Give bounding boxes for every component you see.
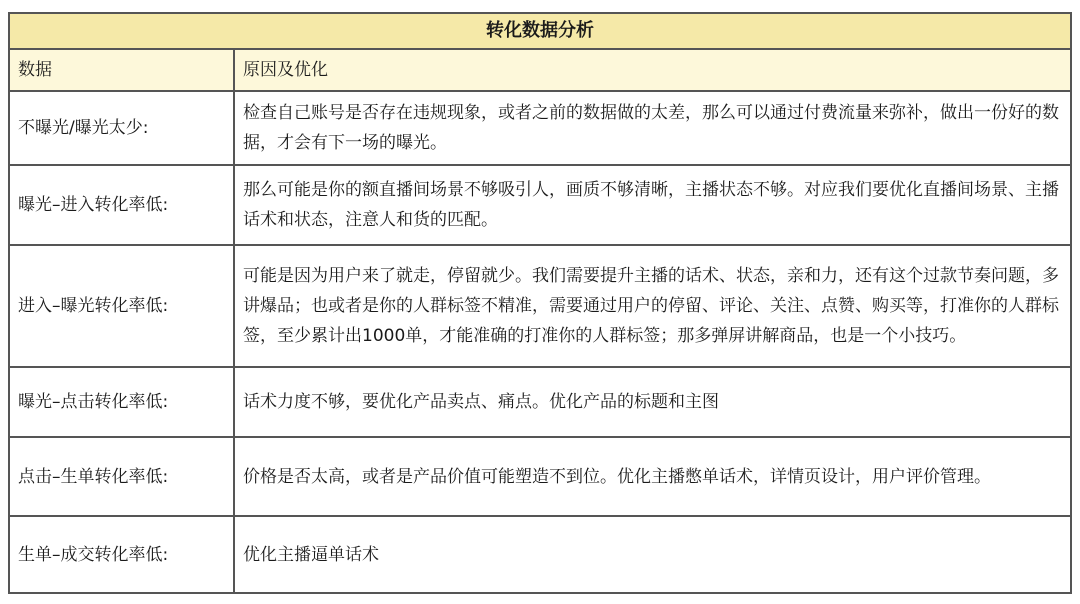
row-data-label: 进入–曝光转化率低: xyxy=(9,245,234,367)
table-row xyxy=(9,91,1071,165)
row-reason-text: 检查自己账号是否存在违规现象，或者之前的数据做的太差，那么可以通过付费流量来弥补，做出一份好的数据，才会有下一场的曝光。 xyxy=(234,91,1071,165)
table-row xyxy=(9,516,1071,593)
table-row xyxy=(9,367,1071,437)
header-reason: 原因及优化 xyxy=(234,49,1071,91)
row-reason-text: 价格是否太高，或者是产品价值可能塑造不到位。优化主播憋单话术，详情页设计，用户评价管理。 xyxy=(234,437,1071,516)
row-reason-text: 话术力度不够，要优化产品卖点、痛点。优化产品的标题和主图 xyxy=(234,367,1071,437)
header-data: 数据 xyxy=(9,49,234,91)
row-reason-text: 那么可能是你的额直播间场景不够吸引人，画质不够清晰，主播状态不够。对应我们要优化直播间场景、主播话术和状态，注意人和货的匹配。 xyxy=(234,165,1071,245)
row-data-label: 生单–成交转化率低: xyxy=(9,516,234,593)
conversion-analysis-table xyxy=(8,12,1072,594)
row-data-label: 不曝光/曝光太少: xyxy=(9,91,234,165)
row-data-label: 曝光–进入转化率低: xyxy=(9,165,234,245)
table-header-row xyxy=(9,49,1071,91)
row-reason-text: 优化主播逼单话术 xyxy=(234,516,1071,593)
row-reason-text: 可能是因为用户来了就走，停留就少。我们需要提升主播的话术、状态，亲和力，还有这个过款节奏问题，多讲爆品；也或者是你的人群标签不精准，需要通过用户的停留、评论、关注、点赞、购买等，打准你的人群标签，至少累计出1000单，才能准确的打准你的人群标签；那多弹屏讲解商品，也是一个小技巧。 xyxy=(234,245,1071,367)
table-title-row xyxy=(9,13,1071,49)
table-row xyxy=(9,437,1071,516)
table-row xyxy=(9,245,1071,367)
row-data-label: 曝光–点击转化率低: xyxy=(9,367,234,437)
table-row xyxy=(9,165,1071,245)
table-title: 转化数据分析 xyxy=(9,13,1071,49)
row-data-label: 点击–生单转化率低: xyxy=(9,437,234,516)
